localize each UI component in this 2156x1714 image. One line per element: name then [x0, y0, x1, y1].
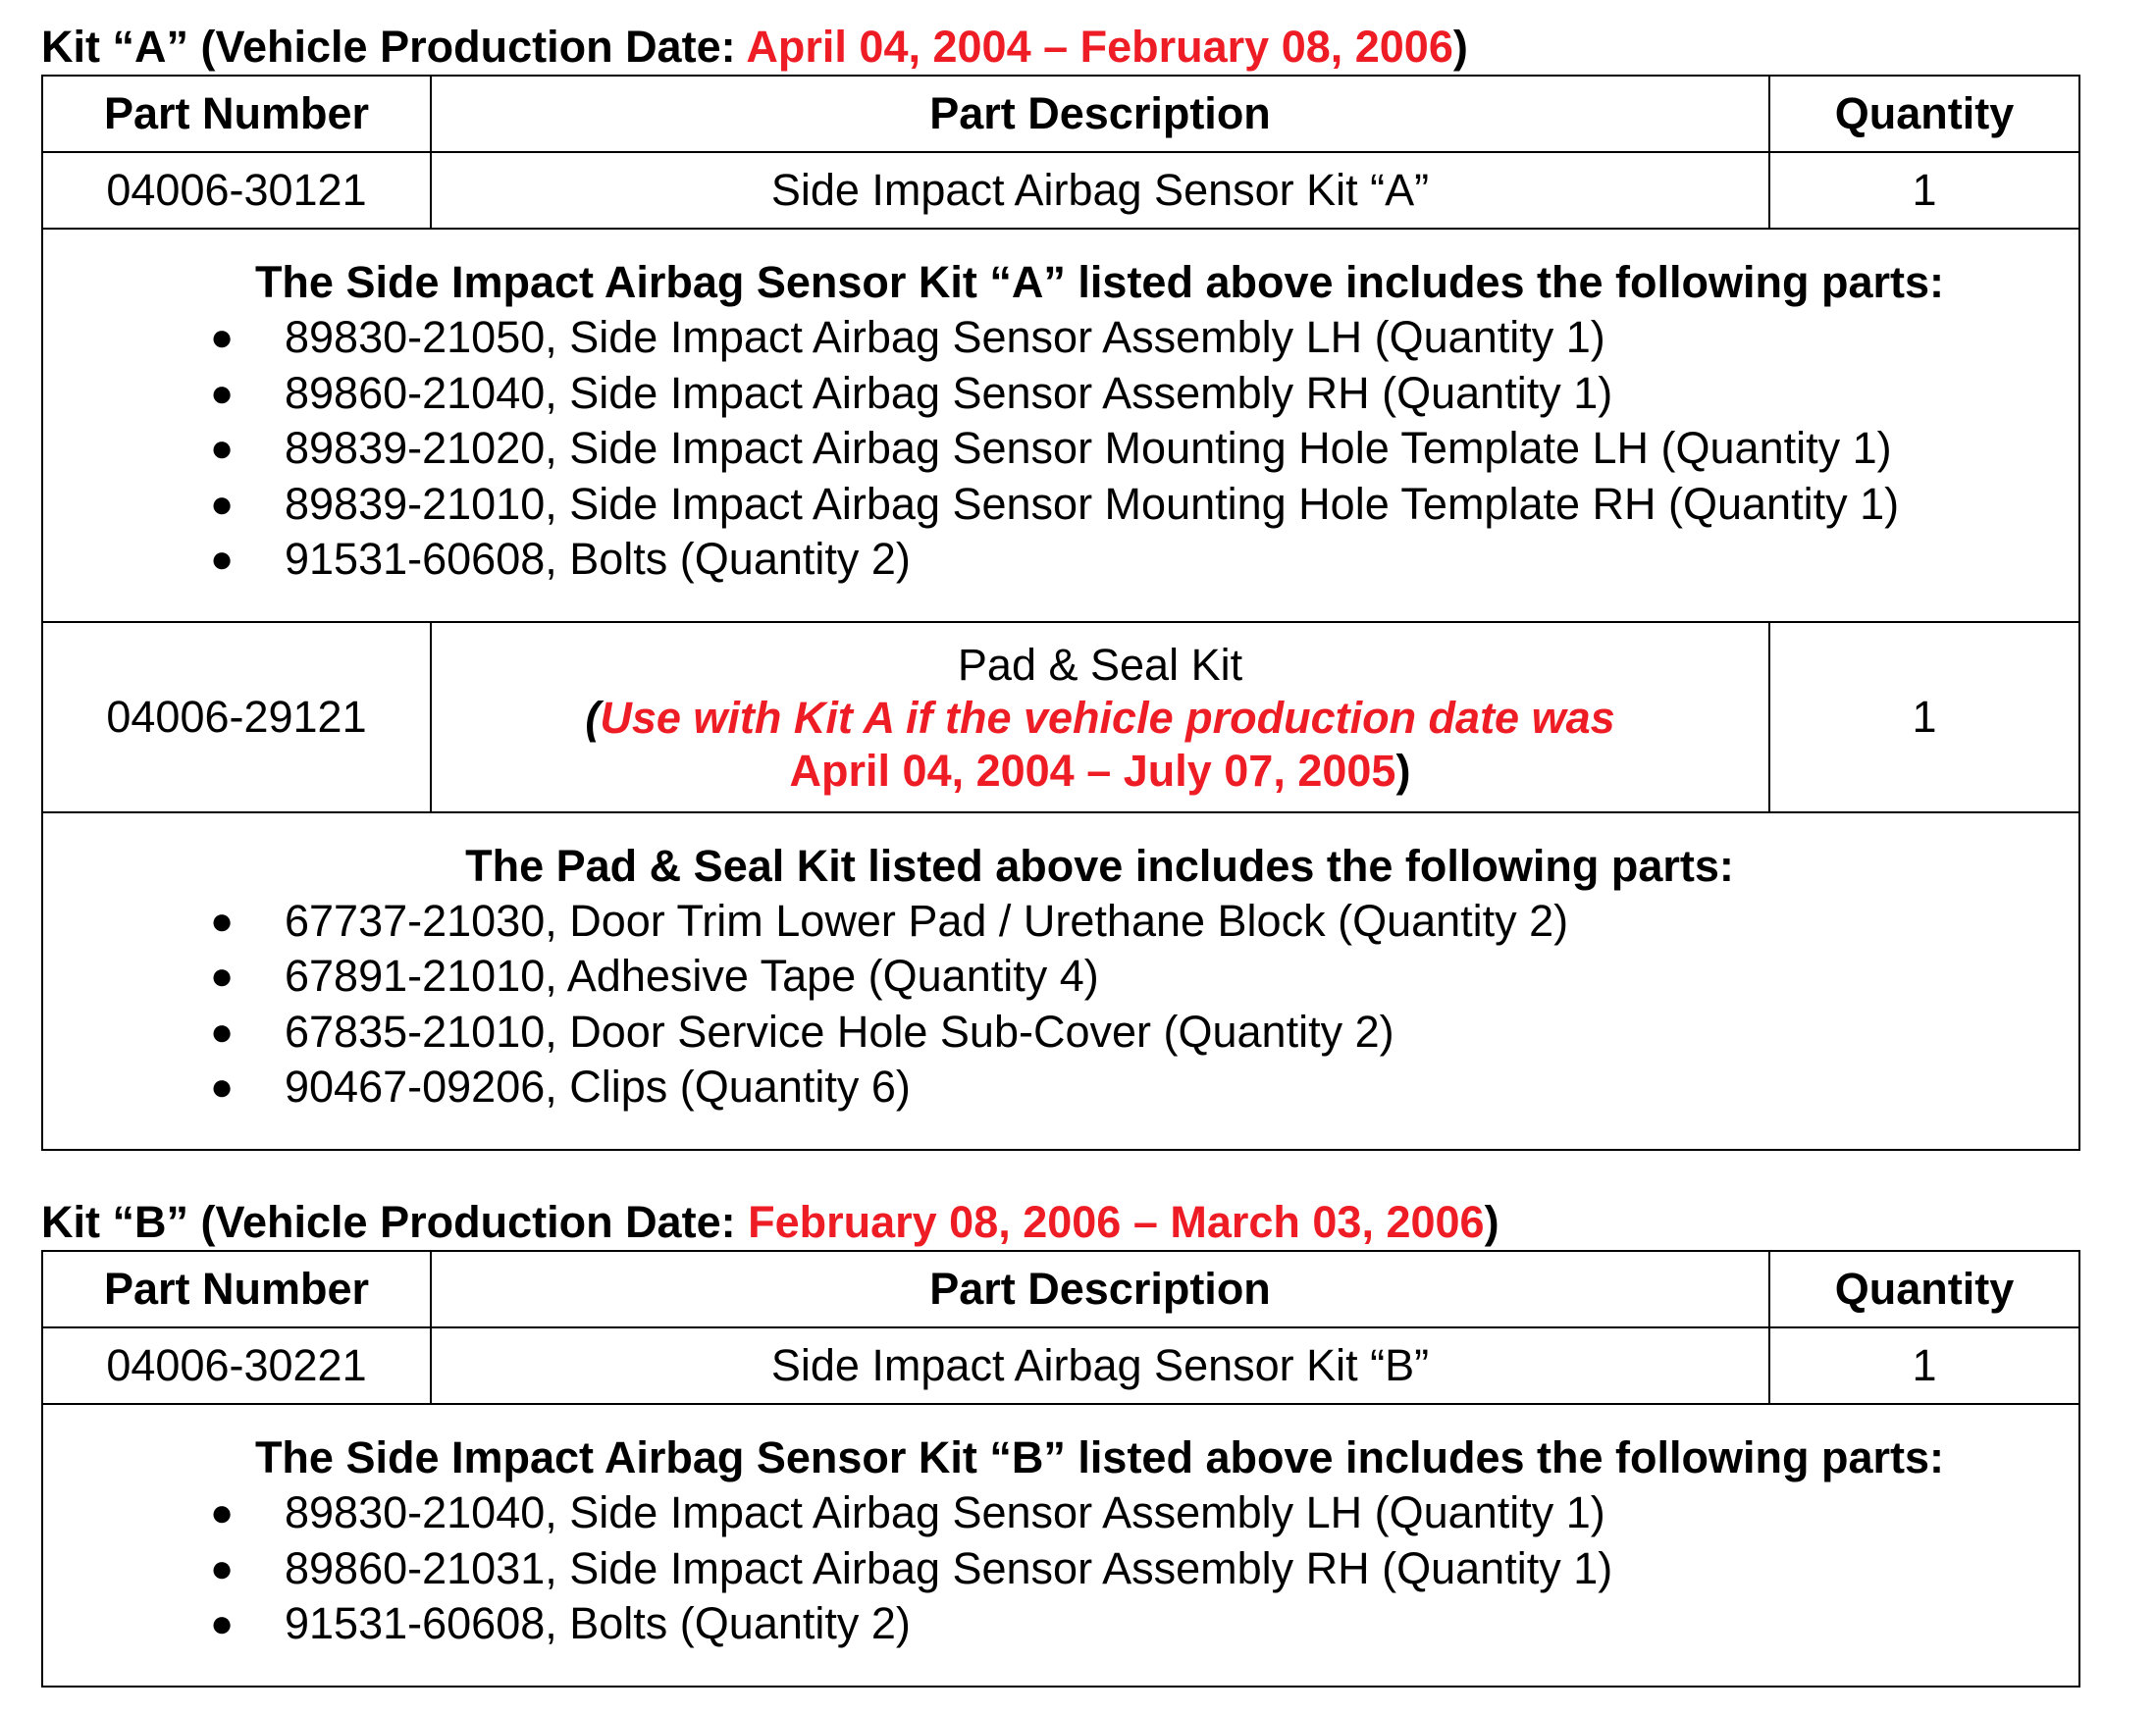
- bullet-icon: ●: [210, 1065, 235, 1109]
- bullet-icon: ●: [210, 899, 235, 943]
- kit-a-title-suffix: ): [1452, 22, 1468, 72]
- kit-b-quantity: 1: [1769, 1327, 2079, 1404]
- bullet-icon: ●: [210, 1546, 235, 1590]
- kit-b-includes-cell: [42, 1404, 2079, 1687]
- kit-a-includes-cell: [42, 229, 2079, 622]
- list-item-text: 89830-21040, Side Impact Airbag Sensor Assembly LH (Quantity 1): [285, 1487, 1605, 1537]
- kit-a-description: Side Impact Airbag Sensor Kit “A”: [431, 152, 1769, 229]
- bullet-icon: ●: [210, 1602, 235, 1645]
- kit-b-parts-table: [41, 1250, 2080, 1688]
- list-item: [43, 1596, 2078, 1652]
- table-header-row: [42, 1251, 2079, 1327]
- pad-seal-note-dates: [432, 745, 1768, 798]
- pad-seal-production-dates: April 04, 2004 – July 07, 2005: [789, 745, 1396, 796]
- list-item-text: 89830-21050, Side Impact Airbag Sensor Assembly LH (Quantity 1): [285, 312, 1605, 362]
- pad-seal-description-cell: [431, 622, 1769, 812]
- kit-a-parts-table: [41, 75, 2080, 1151]
- kit-a-quantity: 1: [1769, 152, 2079, 229]
- bullet-icon: ●: [210, 427, 235, 470]
- list-item-text: 67835-21010, Door Service Hole Sub-Cover (Quantity 2): [285, 1006, 1394, 1057]
- list-item-text: 67891-21010, Adhesive Tape (Quantity 4): [285, 951, 1099, 1001]
- list-item-text: 89839-21010, Side Impact Airbag Sensor Mounting Hole Template RH (Quantity 1): [285, 478, 1900, 529]
- list-item: [43, 421, 2078, 477]
- list-item: [43, 1541, 2078, 1597]
- kit-a-includes-list: [43, 310, 2078, 588]
- list-item: [43, 1060, 2078, 1116]
- kit-b-title: [41, 1195, 2078, 1250]
- kit-a-title: [41, 20, 2078, 75]
- pad-seal-includes-heading: The Pad & Seal Kit listed above includes the following parts:: [465, 840, 1734, 891]
- table-row: [42, 229, 2079, 622]
- kit-b-includes-heading: The Side Impact Airbag Sensor Kit “B” listed above includes the following parts:: [254, 1432, 1945, 1482]
- bullet-icon: ●: [210, 1010, 235, 1054]
- list-item-text: 91531-60608, Bolts (Quantity 2): [285, 534, 911, 584]
- kit-a-title-prefix: Kit “A” (Vehicle Production Date:: [41, 22, 747, 72]
- header-quantity: Quantity: [1769, 76, 2079, 152]
- list-item-text: 90467-09206, Clips (Quantity 6): [285, 1062, 911, 1112]
- table-row: [42, 1404, 2079, 1687]
- kit-b-production-dates: February 08, 2006 – March 03, 2006: [748, 1197, 1485, 1247]
- bullet-icon: ●: [210, 482, 235, 526]
- list-item-text: 67737-21030, Door Trim Lower Pad / Urethane Block (Quantity 2): [285, 895, 1569, 946]
- pad-seal-includes-cell: [42, 812, 2079, 1150]
- list-item-text: 89839-21020, Side Impact Airbag Sensor Mounting Hole Template LH (Quantity 1): [285, 423, 1892, 473]
- list-item: [43, 310, 2078, 366]
- list-item-text: 89860-21031, Side Impact Airbag Sensor Assembly RH (Quantity 1): [285, 1542, 1613, 1593]
- bullet-icon: ●: [210, 955, 235, 998]
- list-item: [43, 1005, 2078, 1061]
- bullet-icon: ●: [210, 1491, 235, 1534]
- kit-a-production-dates: April 04, 2004 – February 08, 2006: [746, 22, 1453, 72]
- list-item-text: 91531-60608, Bolts (Quantity 2): [285, 1598, 911, 1648]
- list-item-text: 89860-21040, Side Impact Airbag Sensor Assembly RH (Quantity 1): [285, 367, 1613, 418]
- table-row: [42, 1327, 2079, 1404]
- bullet-icon: ●: [210, 538, 235, 581]
- pad-seal-part-number: 04006-29121: [42, 622, 431, 812]
- table-row: [42, 622, 2079, 812]
- pad-seal-description: Pad & Seal Kit: [957, 639, 1243, 690]
- kit-b-title-suffix: ): [1484, 1197, 1499, 1247]
- kit-b-description: Side Impact Airbag Sensor Kit “B”: [431, 1327, 1769, 1404]
- pad-seal-note-close: ): [1395, 745, 1411, 796]
- list-item: [43, 1485, 2078, 1541]
- pad-seal-includes-list: [43, 894, 2078, 1116]
- header-part-number: Part Number: [42, 1251, 431, 1327]
- pad-seal-note-text: Use with Kit A if the vehicle production date was: [600, 692, 1615, 743]
- header-part-description: Part Description: [431, 1251, 1769, 1327]
- bullet-icon: ●: [210, 316, 235, 359]
- pad-seal-note-open: (: [585, 692, 601, 743]
- pad-seal-quantity: 1: [1769, 622, 2079, 812]
- kit-a-section: [41, 20, 2078, 1151]
- header-part-number: Part Number: [42, 76, 431, 152]
- pad-seal-note: [432, 692, 1768, 745]
- list-item: [43, 949, 2078, 1005]
- table-row: [42, 812, 2079, 1150]
- list-item: [43, 477, 2078, 533]
- kit-a-part-number: 04006-30121: [42, 152, 431, 229]
- header-quantity: Quantity: [1769, 1251, 2079, 1327]
- list-item: [43, 532, 2078, 588]
- table-header-row: [42, 76, 2079, 152]
- kit-b-section: [41, 1195, 2078, 1688]
- kit-a-includes-heading: The Side Impact Airbag Sensor Kit “A” listed above includes the following parts:: [254, 257, 1945, 307]
- list-item: [43, 366, 2078, 422]
- bullet-icon: ●: [210, 371, 235, 415]
- kit-b-title-prefix: Kit “B” (Vehicle Production Date:: [41, 1197, 749, 1247]
- list-item: [43, 894, 2078, 950]
- kit-b-includes-list: [43, 1485, 2078, 1652]
- table-row: [42, 152, 2079, 229]
- header-part-description: Part Description: [431, 76, 1769, 152]
- kit-b-part-number: 04006-30221: [42, 1327, 431, 1404]
